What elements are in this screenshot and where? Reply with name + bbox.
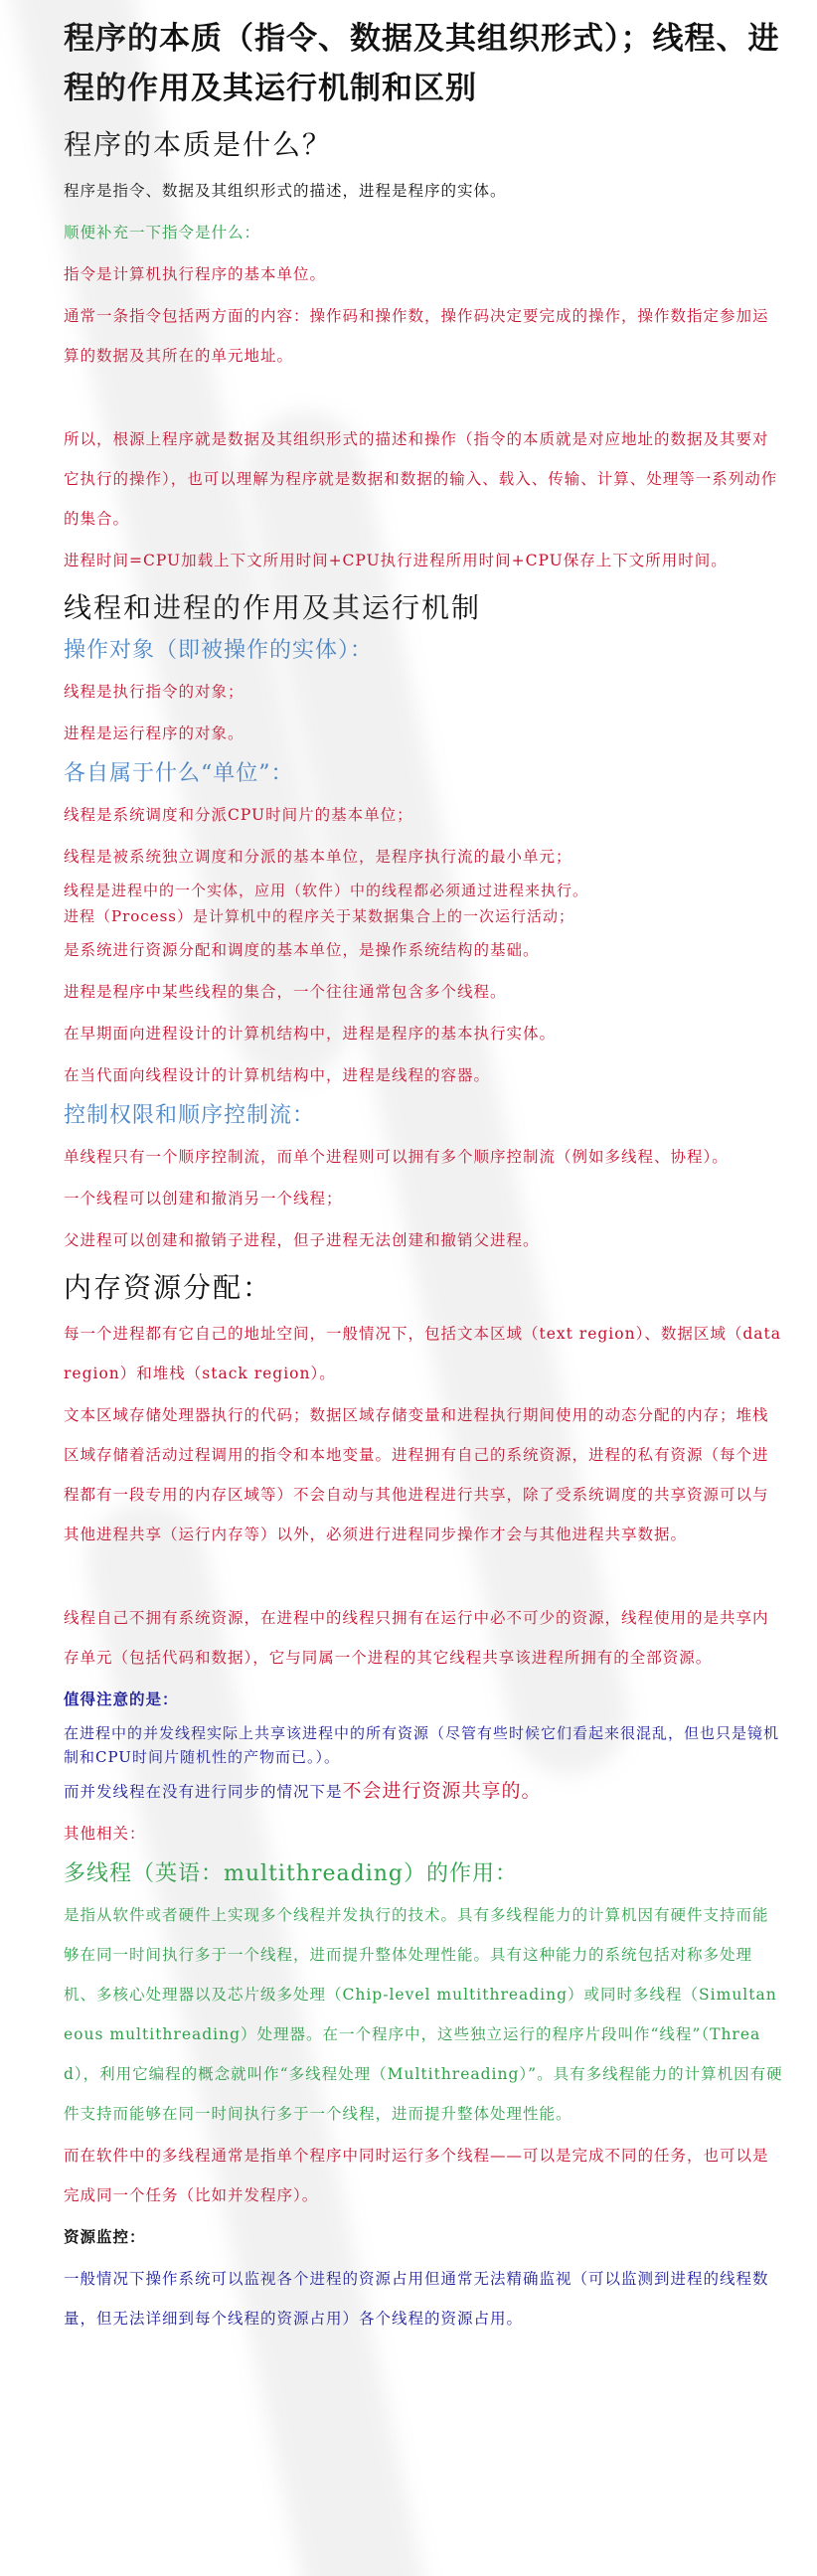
paragraph: 单线程只有一个顺序控制流，而单个进程则可以拥有多个顺序控制流（例如多线程、协程）。 — [64, 1148, 729, 1166]
paragraph: 每一个进程都有它自己的地址空间，一般情况下，包括文本区域（text region）、数据区域（data region）和堆栈（stack region）。 — [64, 1325, 781, 1382]
spacer — [64, 1556, 783, 1596]
note-text: 而并发线程在没有进行同步的情况下是 — [64, 1783, 343, 1801]
paragraph: 是指从软件或者硬件上实现多个线程并发执行的技术。具有多线程能力的计算机因有硬件支持而能够在同一时间执行多于一个线程，进而提升整体处理性能。具有这种能力的系统包括对称多处理机、多核心处理器以及芯片级多处理（Chip-level multithreading）或同时多线程（Simultaneous multithreading）处理器。在一个程序中，这些独立运行的程序片段叫作“线程”（Thread），利用它编程的概念就叫作“多线程处理（Multithreading）”。具有多线程能力的计算机因有硬件支持而能够在同一时间执行多于一个线程，进而提升整体处理性能。 — [64, 1906, 783, 2123]
paragraph: 父进程可以创建和撤销子进程，但子进程无法创建和撤销父进程。 — [64, 1231, 540, 1249]
paragraph: 而在软件中的多线程通常是指单个程序中同时运行多个线程——可以是完成不同的任务，也可以是完成同一个任务（比如并发程序）。 — [64, 2147, 769, 2204]
paragraph: 一般情况下操作系统可以监视各个进程的资源占用但通常无法精确监视（可以监测到进程的线程数量，但无法详细到每个线程的资源占用）各个线程的资源占用。 — [64, 2270, 769, 2328]
paragraph: 线程是系统调度和分派CPU时间片的基本单位； — [64, 806, 413, 824]
note-label: 值得注意的是： — [64, 1690, 179, 1708]
paragraph: 进程是程序中某些线程的集合，一个往往通常包含多个线程。 — [64, 983, 507, 1001]
paragraph: 是系统进行资源分配和调度的基本单位，是操作系统结构的基础。 — [64, 941, 540, 959]
paragraph — [64, 1771, 783, 1812]
subheading-unit: 各自属于什么“单位”： — [64, 761, 294, 786]
paragraph: 线程是被系统独立调度和分派的基本单位，是程序执行流的最小单元； — [64, 848, 572, 866]
label-other: 其他相关： — [64, 1825, 146, 1843]
section-heading-thread-process: 线程和进程的作用及其运行机制 — [64, 591, 482, 624]
label-resource-monitor: 资源监控： — [64, 2227, 146, 2246]
note-emphasis: 不会进行资源共享的。 — [342, 1780, 542, 1802]
paragraph: 进程是运行程序的对象。 — [64, 724, 245, 742]
section-heading-memory: 内存资源分配： — [64, 1271, 273, 1304]
subheading-control-flow: 控制权限和顺序控制流： — [64, 1103, 316, 1128]
paragraph: 线程自己不拥有系统资源，在进程中的线程只拥有在运行中必不可少的资源，线程使用的是共享内存单元（包括代码和数据），它与同属一个进程的其它线程共享该进程所拥有的全部资源。 — [64, 1609, 769, 1667]
paragraph: 程序是指令、数据及其组织形式的描述，进程是程序的实体。 — [64, 182, 507, 200]
paragraph: 通常一条指令包括两方面的内容：操作码和操作数，操作码决定要完成的操作，操作数指定参加运算的数据及其所在的单元地址。 — [64, 307, 769, 365]
subheading-multithreading: 多线程（英语：multithreading）的作用： — [64, 1861, 518, 1886]
paragraph: 一个线程可以创建和撤消另一个线程； — [64, 1190, 343, 1208]
paragraph: 指令是计算机执行程序的基本单位。 — [64, 265, 327, 283]
paragraph: 线程是执行指令的对象； — [64, 683, 245, 701]
paragraph: 进程时间=CPU加载上下文所用时间+CPU执行进程所用时间+CPU保存上下文所用时间。 — [64, 552, 728, 569]
paragraph: 顺便补充一下指令是什么： — [64, 224, 261, 242]
subheading-operation-object: 操作对象（即被操作的实体）： — [64, 638, 374, 663]
paragraph: 在早期面向进程设计的计算机结构中，进程是程序的基本执行实体。 — [64, 1025, 557, 1043]
paragraph: 线程是进程中的一个实体，应用（软件）中的线程都必须通过进程来执行。 — [64, 882, 589, 899]
paragraph: 在进程中的并发线程实际上共享该进程中的所有资源（尽管有些时候它们看起来很混乱，但也只是镜机制和CPU时间片随机性的产物而已。）。 — [64, 1724, 780, 1766]
paragraph: 所以，根源上程序就是数据及其组织形式的描述和操作（指令的本质就是对应地址的数据及其要对它执行的操作），也可以理解为程序就是数据和数据的输入、载入、传输、计算、处理等一系列动作的集合。 — [64, 430, 778, 528]
spacer — [64, 378, 783, 417]
paragraph: 在当代面向线程设计的计算机结构中，进程是线程的容器。 — [64, 1066, 491, 1084]
page-title: 程序的本质（指令、数据及其组织形式）；线程、进程的作用及其运行机制和区别 — [64, 21, 780, 106]
paragraph: 文本区域存储处理器执行的代码；数据区域存储变量和进程执行期间使用的动态分配的内存；堆栈区域存储着活动过程调用的指令和本地变量。进程拥有自己的系统资源，进程的私有资源（每个进程都有一段专用的内存区域等）不会自动与其他进程进行共享，除了受系统调度的共享资源可以与其他进程共享（运行内存等）以外，必须进行进程同步操作才会与其他进程共享数据。 — [64, 1406, 769, 1543]
section-heading-essence: 程序的本质是什么？ — [64, 128, 333, 161]
paragraph: 进程（Process）是计算机中的程序关于某数据集合上的一次运行活动； — [64, 907, 574, 925]
